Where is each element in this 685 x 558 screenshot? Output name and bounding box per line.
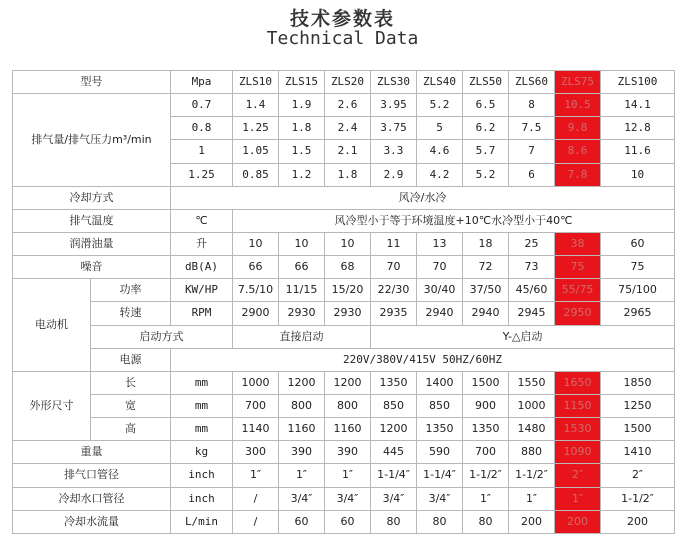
value-cell: 75/100 [601, 279, 675, 302]
page-subtitle: Technical Data [266, 28, 419, 49]
value-cell-highlighted: 1530 [555, 418, 601, 441]
value-cell: 3.3 [371, 140, 417, 163]
value-cell: 22/30 [371, 279, 417, 302]
cooling-row [13, 186, 675, 209]
value-cell: 6.5 [463, 94, 509, 117]
value-cell: 1-1/4″ [417, 464, 463, 487]
value-cell: 2940 [463, 302, 509, 325]
motor-power-label: 功率 [91, 279, 171, 302]
value-cell: 2900 [233, 302, 279, 325]
value-cell: 1200 [371, 418, 417, 441]
value-cell: 7.5 [509, 117, 555, 140]
value-cell: 1″ [509, 487, 555, 510]
value-cell: 3.75 [371, 117, 417, 140]
value-cell: 13 [417, 232, 463, 255]
power-source-value: 220V/380V/415V 50HZ/60HZ [171, 348, 675, 371]
value-cell-highlighted: 1650 [555, 371, 601, 394]
value-cell: 37/50 [463, 279, 509, 302]
page-title: 技术参数表 [289, 8, 395, 30]
value-cell: 445 [371, 441, 417, 464]
unit-header: Mpa [171, 71, 233, 94]
value-cell: 1″ [463, 487, 509, 510]
value-cell: 1200 [325, 371, 371, 394]
value-cell-highlighted: 38 [555, 232, 601, 255]
value-cell: 10 [601, 163, 675, 186]
value-cell: 2945 [509, 302, 555, 325]
motor-power-unit: KW/HP [171, 279, 233, 302]
value-cell: 80 [463, 510, 509, 533]
value-cell: 1.8 [325, 163, 371, 186]
value-cell: 60 [601, 232, 675, 255]
value-cell: 390 [325, 441, 371, 464]
value-cell: 1350 [463, 418, 509, 441]
value-cell: 18 [463, 232, 509, 255]
value-cell: / [233, 487, 279, 510]
value-cell: 25 [509, 232, 555, 255]
value-cell-highlighted: 7.8 [555, 163, 601, 186]
noise-unit: dB(A) [171, 256, 233, 279]
value-cell: 1-1/2″ [601, 487, 675, 510]
model-name-highlighted: ZLS75 [555, 71, 601, 94]
value-cell: 1480 [509, 418, 555, 441]
value-cell: 1500 [463, 371, 509, 394]
value-cell: 14.1 [601, 94, 675, 117]
value-cell: 1.4 [233, 94, 279, 117]
model-name: ZLS40 [417, 71, 463, 94]
header-row [13, 71, 675, 94]
motor-speed-unit: RPM [171, 302, 233, 325]
value-cell: 10 [233, 232, 279, 255]
value-cell: 3/4″ [325, 487, 371, 510]
value-cell-highlighted: 9.8 [555, 117, 601, 140]
value-cell: 5 [417, 117, 463, 140]
pressure-cell: 1 [171, 140, 233, 163]
value-cell: 300 [233, 441, 279, 464]
value-cell: 12.8 [601, 117, 675, 140]
oil-unit: 升 [171, 232, 233, 255]
value-cell-highlighted: 2″ [555, 464, 601, 487]
displacement-row [13, 94, 675, 117]
value-cell: 11.6 [601, 140, 675, 163]
value-cell: 10 [279, 232, 325, 255]
value-cell: 700 [463, 441, 509, 464]
value-cell: 2935 [371, 302, 417, 325]
water-pipe-label: 冷却水口管径 [13, 487, 171, 510]
value-cell: 590 [417, 441, 463, 464]
value-cell: 66 [233, 256, 279, 279]
motor-power-row [13, 279, 675, 302]
cooling-label: 冷却方式 [13, 186, 171, 209]
value-cell: 1200 [279, 371, 325, 394]
value-cell: 1350 [417, 418, 463, 441]
value-cell: 6 [509, 163, 555, 186]
value-cell: 2.1 [325, 140, 371, 163]
value-cell: 1550 [509, 371, 555, 394]
motor-speed-row [13, 302, 675, 325]
value-cell: 1-1/2″ [509, 464, 555, 487]
value-cell: 3.95 [371, 94, 417, 117]
value-cell: 1350 [371, 371, 417, 394]
exhaust-temp-unit: ℃ [171, 209, 233, 232]
model-name: ZLS10 [233, 71, 279, 94]
water-flow-label: 冷却水流量 [13, 510, 171, 533]
value-cell: 4.2 [417, 163, 463, 186]
cooling-value: 风冷/水冷 [171, 186, 675, 209]
value-cell: 30/40 [417, 279, 463, 302]
value-cell: 5.2 [417, 94, 463, 117]
noise-row [13, 256, 675, 279]
motor-start-label: 启动方式 [91, 325, 233, 348]
value-cell: 1500 [601, 418, 675, 441]
value-cell: 66 [279, 256, 325, 279]
pressure-cell: 0.8 [171, 117, 233, 140]
water-flow-row [13, 510, 675, 533]
value-cell: 11/15 [279, 279, 325, 302]
water-pipe-row [13, 487, 675, 510]
value-cell-highlighted: 1090 [555, 441, 601, 464]
start-star-delta: Y-△启动 [371, 325, 675, 348]
value-cell: 1160 [279, 418, 325, 441]
value-cell: 700 [233, 394, 279, 417]
value-cell: 1.25 [233, 117, 279, 140]
exhaust-pipe-row [13, 464, 675, 487]
value-cell: 2″ [601, 464, 675, 487]
pressure-cell: 0.7 [171, 94, 233, 117]
value-cell: 5.2 [463, 163, 509, 186]
length-label: 长 [91, 371, 171, 394]
value-cell: 4.6 [417, 140, 463, 163]
value-cell: 1″ [325, 464, 371, 487]
value-cell: 1250 [601, 394, 675, 417]
value-cell: 7 [509, 140, 555, 163]
oil-row [13, 232, 675, 255]
value-cell: 72 [463, 256, 509, 279]
motor-label: 电动机 [13, 279, 91, 372]
value-cell: 2930 [325, 302, 371, 325]
value-cell: 7.5/10 [233, 279, 279, 302]
value-cell: 6.2 [463, 117, 509, 140]
spec-table [12, 70, 675, 534]
value-cell-highlighted: 200 [555, 510, 601, 533]
model-name: ZLS50 [463, 71, 509, 94]
value-cell: 15/20 [325, 279, 371, 302]
value-cell: 3/4″ [371, 487, 417, 510]
value-cell: 0.85 [233, 163, 279, 186]
power-source-row [13, 348, 675, 371]
model-name: ZLS20 [325, 71, 371, 94]
value-cell: 1.5 [279, 140, 325, 163]
height-row [13, 418, 675, 441]
value-cell: 10 [325, 232, 371, 255]
value-cell: 80 [417, 510, 463, 533]
height-unit: mm [171, 418, 233, 441]
exhaust-temp-value: 风冷型小于等于环境温度+10℃水冷型小于40℃ [233, 209, 675, 232]
exhaust-temp-row [13, 209, 675, 232]
value-cell: 2.6 [325, 94, 371, 117]
value-cell: 11 [371, 232, 417, 255]
value-cell: 2930 [279, 302, 325, 325]
value-cell: 1140 [233, 418, 279, 441]
value-cell-highlighted: 55/75 [555, 279, 601, 302]
value-cell: 75 [601, 256, 675, 279]
exhaust-pipe-unit: inch [171, 464, 233, 487]
length-row [13, 371, 675, 394]
value-cell: 1160 [325, 418, 371, 441]
value-cell: 1″ [233, 464, 279, 487]
value-cell-highlighted: 2950 [555, 302, 601, 325]
value-cell: 850 [417, 394, 463, 417]
value-cell: 3/4″ [417, 487, 463, 510]
value-cell: 3/4″ [279, 487, 325, 510]
value-cell: 1″ [279, 464, 325, 487]
length-unit: mm [171, 371, 233, 394]
value-cell: 2965 [601, 302, 675, 325]
value-cell: 73 [509, 256, 555, 279]
value-cell: 45/60 [509, 279, 555, 302]
width-label: 宽 [91, 394, 171, 417]
value-cell-highlighted: 1150 [555, 394, 601, 417]
value-cell: 1850 [601, 371, 675, 394]
value-cell: 1400 [417, 371, 463, 394]
value-cell: 200 [601, 510, 675, 533]
value-cell: 5.7 [463, 140, 509, 163]
value-cell-highlighted: 75 [555, 256, 601, 279]
model-header: 型号 [13, 71, 171, 94]
motor-speed-label: 转速 [91, 302, 171, 325]
value-cell: 1.9 [279, 94, 325, 117]
model-name: ZLS100 [601, 71, 675, 94]
value-cell: 200 [509, 510, 555, 533]
motor-start-row [13, 325, 675, 348]
value-cell-highlighted: 10.5 [555, 94, 601, 117]
model-name: ZLS30 [371, 71, 417, 94]
value-cell: 80 [371, 510, 417, 533]
weight-label: 重量 [13, 441, 171, 464]
exhaust-pipe-label: 排气口管径 [13, 464, 171, 487]
model-name: ZLS15 [279, 71, 325, 94]
value-cell: 1.2 [279, 163, 325, 186]
value-cell: 60 [325, 510, 371, 533]
noise-label: 噪音 [13, 256, 171, 279]
displacement-label: 排气量/排气压力m³/min [13, 94, 171, 187]
dimensions-label: 外形尺寸 [13, 371, 91, 440]
oil-label: 润滑油量 [13, 232, 171, 255]
power-source-label: 电源 [91, 348, 171, 371]
value-cell: 1.8 [279, 117, 325, 140]
value-cell: / [233, 510, 279, 533]
value-cell: 2.4 [325, 117, 371, 140]
water-pipe-unit: inch [171, 487, 233, 510]
value-cell: 60 [279, 510, 325, 533]
value-cell: 800 [279, 394, 325, 417]
value-cell: 70 [417, 256, 463, 279]
value-cell-highlighted: 1″ [555, 487, 601, 510]
value-cell: 1-1/4″ [371, 464, 417, 487]
width-unit: mm [171, 394, 233, 417]
value-cell: 1000 [233, 371, 279, 394]
weight-row [13, 441, 675, 464]
width-row [13, 394, 675, 417]
value-cell: 70 [371, 256, 417, 279]
value-cell-highlighted: 8.6 [555, 140, 601, 163]
pressure-cell: 1.25 [171, 163, 233, 186]
value-cell: 2940 [417, 302, 463, 325]
value-cell: 800 [325, 394, 371, 417]
value-cell: 880 [509, 441, 555, 464]
height-label: 高 [91, 418, 171, 441]
exhaust-temp-label: 排气温度 [13, 209, 171, 232]
start-direct: 直接启动 [233, 325, 371, 348]
value-cell: 390 [279, 441, 325, 464]
weight-unit: kg [171, 441, 233, 464]
value-cell: 2.9 [371, 163, 417, 186]
value-cell: 1410 [601, 441, 675, 464]
value-cell: 900 [463, 394, 509, 417]
value-cell: 8 [509, 94, 555, 117]
water-flow-unit: L/min [171, 510, 233, 533]
value-cell: 1.05 [233, 140, 279, 163]
value-cell: 850 [371, 394, 417, 417]
value-cell: 1-1/2″ [463, 464, 509, 487]
value-cell: 1000 [509, 394, 555, 417]
model-name: ZLS60 [509, 71, 555, 94]
value-cell: 68 [325, 256, 371, 279]
